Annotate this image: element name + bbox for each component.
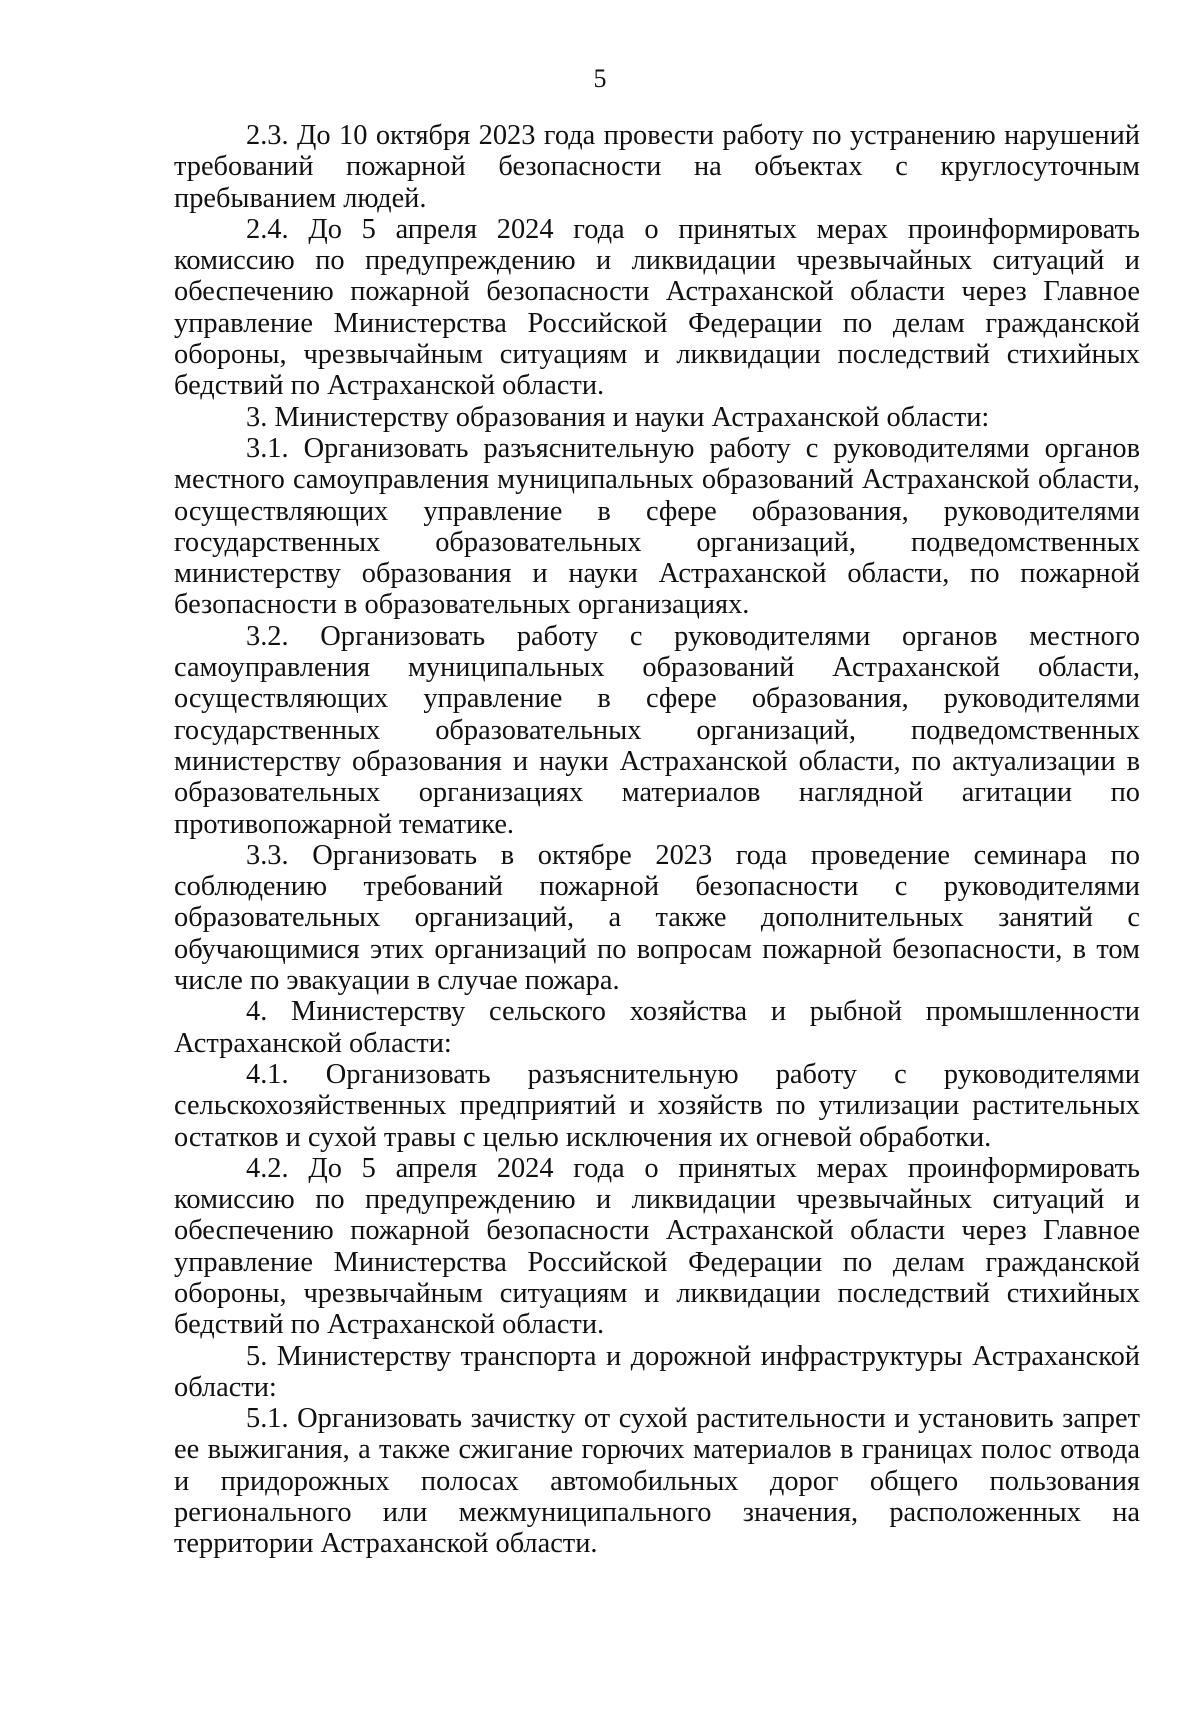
- paragraph-3-3: 3.3. Организовать в октябре 2023 года проведение семинара по соблюдению требований пожарной безопасности с руководителями образовательных организаций, а также дополнительных занятий с обучающимися этих организаций по вопросам пожарной безопасности, в том числе по эвакуации в случае пожара.: [174, 839, 1140, 997]
- paragraph-3-1: 3.1. Организовать разъяснительную работу с руководителями органов местного самоуправления муниципальных образований Астраханской области, осуществляющих управление в сфере образования, руководителями государственных образовательных организаций, подведомственных министерству образования и науки Астраханской области, по пожарной безопасности в образовательных организациях.: [174, 432, 1140, 621]
- paragraph-2-4: 2.4. До 5 апреля 2024 года о принятых мерах проинформировать комиссию по предупреждению и ликвидации чрезвычайных ситуаций и обеспечению пожарной безопасности Астраханской области через Главное управление Министерства Российской Федерации по делам гражданской обороны, чрезвычайным ситуациям и ликвидации последствий стихийных бедствий по Астраханской области.: [174, 213, 1140, 402]
- document-body: [174, 120, 1140, 1560]
- paragraph-2-3: 2.3. До 10 октября 2023 года провести работу по устранению нарушений требований пожарной безопасности на объектах с круглосуточным пребыванием людей.: [174, 120, 1140, 214]
- paragraph-4-1: 4.1. Организовать разъяснительную работу с руководителями сельскохозяйственных предприятий и хозяйств по утилизации растительных остатков и сухой травы с целью исключения их огневой обработки.: [174, 1058, 1140, 1153]
- paragraph-3-2: 3.2. Организовать работу с руководителями органов местного самоуправления муниципальных образований Астраханской области, осуществляющих управление в сфере образования, руководителями государственных образовательных организаций, подведомственных министерству образования и науки Астраханской области, по актуализации в образовательных организациях материалов наглядной агитации по противопожарной тематике.: [174, 620, 1140, 840]
- paragraph-4-2: 4.2. До 5 апреля 2024 года о принятых мерах проинформировать комиссию по предупреждению и ликвидации чрезвычайных ситуаций и обеспечению пожарной безопасности Астраханской области через Главное управление Министерства Российской Федерации по делам гражданской обороны, чрезвычайным ситуациям и ликвидации последствий стихийных бедствий по Астраханской области.: [174, 1152, 1140, 1341]
- paragraph-4: 4. Министерству сельского хозяйства и рыбной промышленности Астраханской области:: [174, 996, 1140, 1059]
- paragraph-3: 3. Министерству образования и науки Астраханской области:: [246, 401, 990, 433]
- paragraph-5: 5. Министерству транспорта и дорожной инфраструктуры Астраханской области:: [174, 1340, 1140, 1403]
- page-number: 5: [593, 64, 607, 93]
- paragraph-5-1: 5.1. Организовать зачистку от сухой растительности и установить запрет ее выжигания, а также сжигание горючих материалов в границах полос отвода и придорожных полосах автомобильных дорог общего пользования регионального или межмуниципального значения, расположенных на территории Астраханской области.: [174, 1403, 1140, 1560]
